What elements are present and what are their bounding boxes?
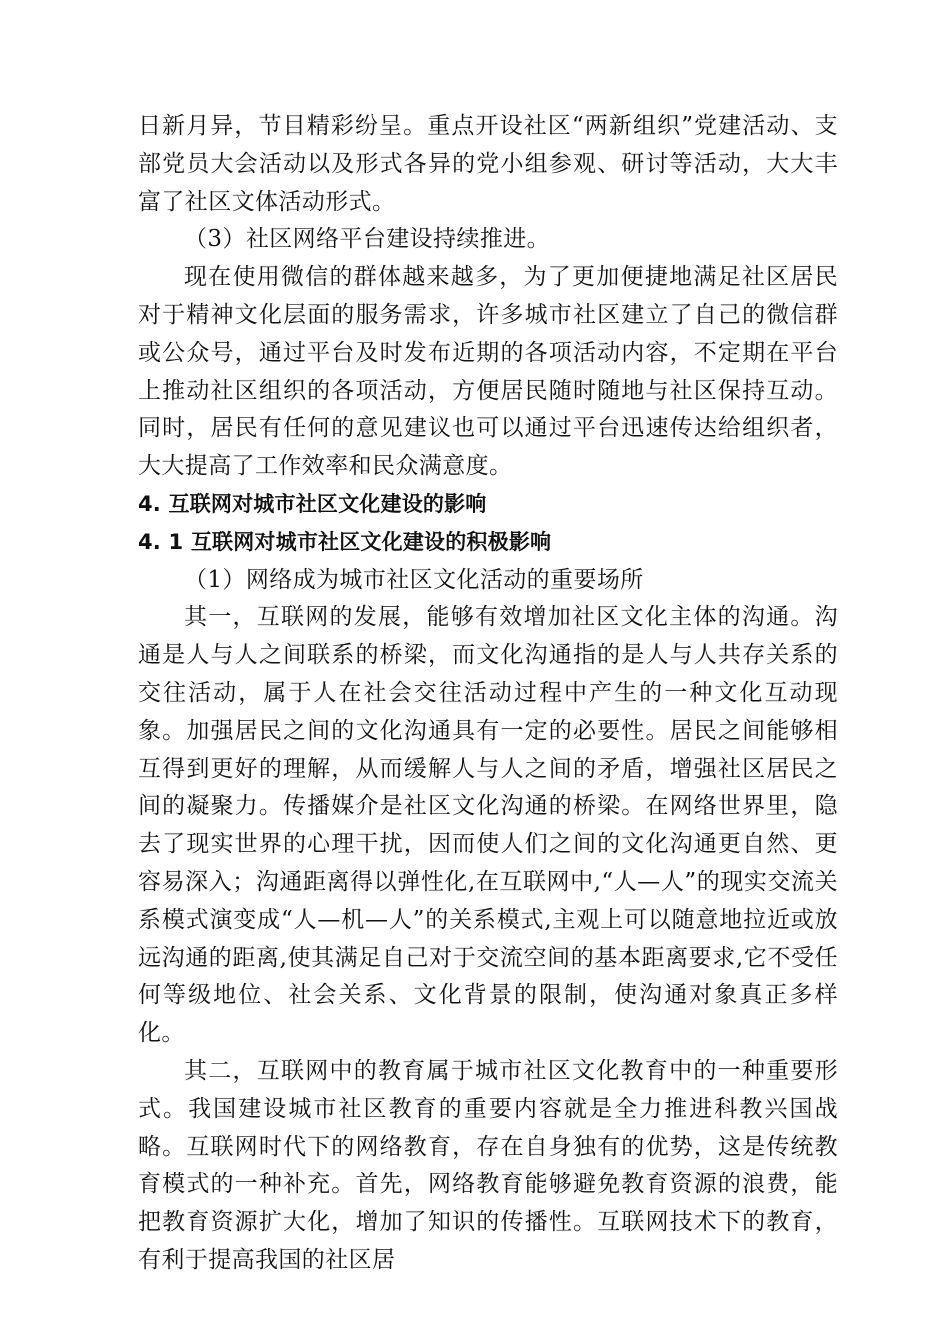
paragraph-continuation: 日新月异，节目精彩纷呈。重点开设社区“两新组织”党建活动、支部党员大会活动以及形式各异的党小组参观、研讨等活动，大大丰富了社区文体活动形式。: [138, 113, 838, 215]
subsection-item-3: （3）社区网络平台建设持续推进。: [184, 226, 551, 253]
paragraph-first-point: 其一，互联网的发展，能够有效增加社区文化主体的沟通。沟通是人与人之间联系的桥梁，而文化沟通指的是人与人共存关系的交往活动，属于人在社会交往活动过程中产生的一种文化互动现象。加强居民之间的文化沟通具有一定的必要性。居民之间能够相互得到更好的理解，从而缓解人与人之间的矛盾，增强社区居民之间的凝聚力。传播媒介是社区文化沟通的桥梁。在网络世界里，隐去了现实世界的心理干扰，因而使人们之间的文化沟通更自然、更容易深入；沟通距离得以弹性化,在互联网中,“人—人”的现实交流关系模式演变成“人—机—人”的关系模式,主观上可以随意地拉近或放远沟通的距离,使其满足自己对于交流空间的基本距离要求,它不受任何等级地位、社会关系、文化背景的限制，使沟通对象真正多样化。: [138, 604, 838, 1047]
document-body: [138, 108, 838, 1280]
paragraph-second-point: 其二，互联网中的教育属于城市社区文化教育中的一种重要形式。我国建设城市社区教育的重要内容就是全力推进科教兴国战略。互联网时代下的网络教育，存在自身独有的优势，这是传统教育模式的一种补充。首先，网络教育能够避免教育资源的浪费，能把教育资源扩大化，增加了知识的传播性。互联网技术下的教育，有利于提高我国的社区居: [138, 1057, 838, 1273]
section-heading-4: 4. 互联网对城市社区文化建设的影响: [138, 491, 487, 516]
paragraph-wechat-platform: 现在使用微信的群体越来越多，为了更加便捷地满足社区居民对于精神文化层面的服务需求，许多城市社区建立了自己的微信群或公众号，通过平台及时发布近期的各项活动内容，不定期在平台上推动社区组织的各项活动，方便居民随时随地与社区保持互动。同时，居民有任何的意见建议也可以通过平台迅速传达给组织者，大大提高了工作效率和民众满意度。: [138, 264, 838, 480]
subsection-item-1: （1）网络成为城市社区文化活动的重要场所: [184, 566, 644, 593]
subsection-heading-4-1: 4. 1 互联网对城市社区文化建设的积极影响: [138, 529, 552, 554]
